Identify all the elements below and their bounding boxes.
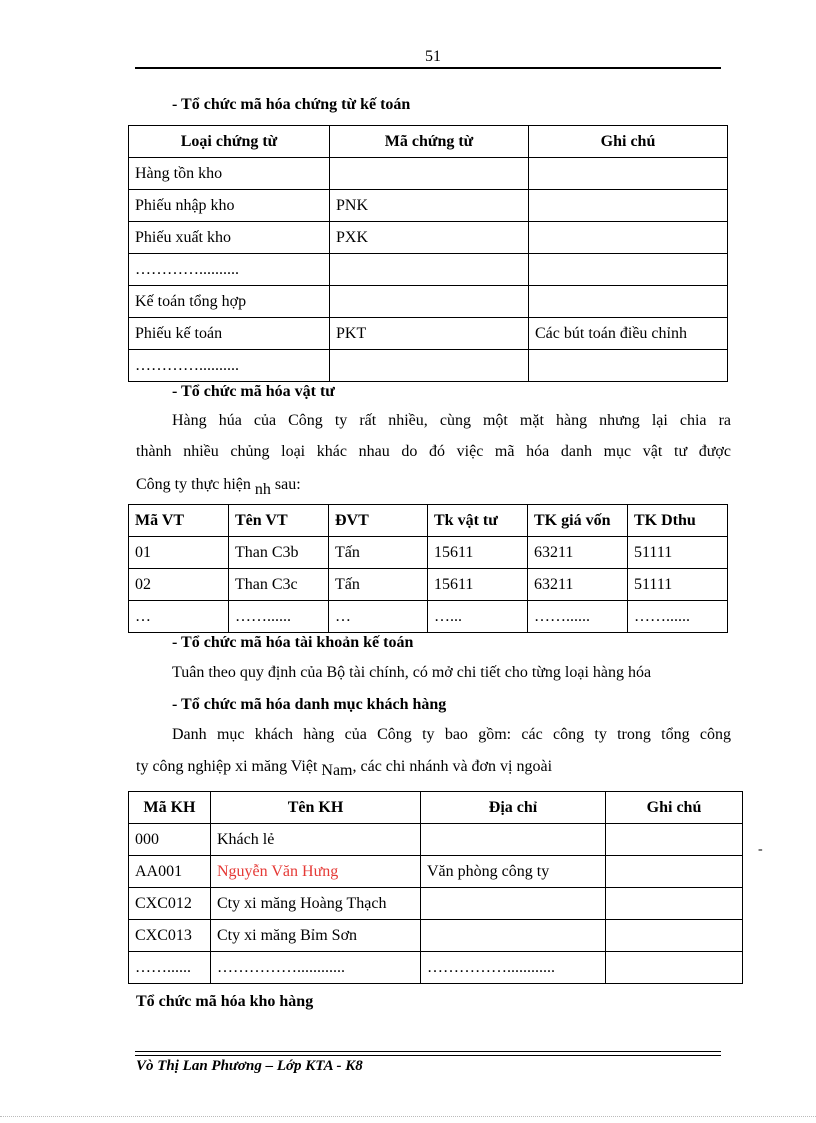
- table-cell: AA001: [129, 856, 211, 888]
- table-cell: Tấn: [329, 569, 428, 601]
- table-cell: ……………............: [211, 952, 421, 984]
- paragraph-line: thành nhiều chủng loại khác nhau do đó việc mã hóa danh mục vật tư được: [136, 443, 731, 460]
- table-cell: Tấn: [329, 537, 428, 569]
- table-cell: [529, 222, 728, 254]
- paragraph-text: Công ty thực hiện: [136, 476, 251, 493]
- column-header: Địa chỉ: [421, 792, 606, 824]
- page-bottom-border: [0, 1116, 816, 1117]
- paragraph-line: [136, 476, 301, 498]
- table-row: [129, 254, 728, 286]
- column-header: Ghi chú: [529, 126, 728, 158]
- table-cell: 000: [129, 824, 211, 856]
- table-cell: PXK: [330, 222, 529, 254]
- voucher-code-table: [128, 125, 728, 382]
- table-cell: Hàng tồn kho: [129, 158, 330, 190]
- table-cell: 51111: [628, 569, 728, 601]
- table-cell: …...: [428, 601, 528, 633]
- column-header: TK Dthu: [628, 505, 728, 537]
- table-cell: Khách lẻ: [211, 824, 421, 856]
- table-cell: Các bút toán điều chỉnh: [529, 318, 728, 350]
- column-header: Mã VT: [129, 505, 229, 537]
- paragraph-text: , các chi nhánh và đơn vị ngoài: [352, 758, 553, 775]
- table-cell: Kế toán tổng hợp: [129, 286, 330, 318]
- subscript-text: Nam: [321, 762, 353, 779]
- table-cell: Than C3b: [229, 537, 329, 569]
- table-cell: Phiếu xuất kho: [129, 222, 330, 254]
- page-number: 51: [425, 48, 441, 65]
- table-row: [129, 569, 728, 601]
- table-cell: Cty xi măng Hoàng Thạch: [211, 888, 421, 920]
- table-row: [129, 190, 728, 222]
- column-header: Mã chứng từ: [330, 126, 529, 158]
- table-cell: 15611: [428, 569, 528, 601]
- table-cell-highlighted: Nguyễn Văn Hưng: [211, 856, 421, 888]
- table-cell: Than C3c: [229, 569, 329, 601]
- table-cell: PNK: [330, 190, 529, 222]
- section-heading-accounts: - Tổ chức mã hóa tài khoản kế toán: [172, 634, 414, 651]
- table-row: [129, 888, 743, 920]
- table-cell: CXC012: [129, 888, 211, 920]
- table-cell: 01: [129, 537, 229, 569]
- table-cell: …………..........: [129, 254, 330, 286]
- table-cell: [330, 286, 529, 318]
- table-cell: 63211: [528, 569, 628, 601]
- table-row: [129, 920, 743, 952]
- section-heading-vouchers: - Tổ chức mã hóa chứng từ kế toán: [172, 96, 411, 113]
- table-row: [129, 537, 728, 569]
- table-header-row: [129, 505, 728, 537]
- column-header: TK giá vốn: [528, 505, 628, 537]
- table-row: [129, 286, 728, 318]
- table-cell: [421, 888, 606, 920]
- subscript-text: nh: [254, 481, 271, 498]
- table-cell: ……......: [628, 601, 728, 633]
- table-cell: [529, 190, 728, 222]
- table-cell: [529, 158, 728, 190]
- table-row: [129, 222, 728, 254]
- table-cell: 02: [129, 569, 229, 601]
- customer-code-table: [128, 791, 743, 984]
- table-cell: ……......: [129, 952, 211, 984]
- paragraph-text: sau:: [274, 476, 301, 493]
- section-heading-materials: - Tổ chức mã hóa vật tư: [172, 383, 335, 400]
- table-cell: [529, 286, 728, 318]
- paragraph-line: Tuân theo quy định của Bộ tài chính, có mở chi tiết cho từng loại hàng hóa: [172, 664, 652, 681]
- column-header: ĐVT: [329, 505, 428, 537]
- table-cell: [330, 350, 529, 382]
- paragraph-text: ty công nghiệp xi măng Việt: [136, 758, 318, 775]
- table-cell: [606, 824, 743, 856]
- table-cell: …………..........: [129, 350, 330, 382]
- table-cell: [606, 856, 743, 888]
- table-cell: ……......: [528, 601, 628, 633]
- footer-rule: [135, 1051, 721, 1052]
- table-row: [129, 856, 743, 888]
- table-cell: [330, 158, 529, 190]
- table-cell: [529, 350, 728, 382]
- table-row: [129, 318, 728, 350]
- paragraph-line: [136, 758, 553, 779]
- table-cell: ……………............: [421, 952, 606, 984]
- table-cell: Phiếu nhập kho: [129, 190, 330, 222]
- column-header: Tk vật tư: [428, 505, 528, 537]
- paragraph-line: Hàng húa của Công ty rất nhiều, cùng một mặt hàng nhưng lại chia ra: [172, 412, 731, 429]
- table-row: [129, 158, 728, 190]
- section-heading-customers: - Tổ chức mã hóa danh mục khách hàng: [172, 696, 447, 713]
- section-heading-warehouses: Tổ chức mã hóa kho hàng: [136, 993, 314, 1010]
- table-cell: Phiếu kế toán: [129, 318, 330, 350]
- table-cell: [606, 920, 743, 952]
- column-header: Mã KH: [129, 792, 211, 824]
- table-cell: Cty xi măng Bỉm Sơn: [211, 920, 421, 952]
- table-row: [129, 824, 743, 856]
- table-row: [129, 952, 743, 984]
- material-code-table: [128, 504, 728, 633]
- table-header-row: [129, 792, 743, 824]
- table-cell: Văn phòng công ty: [421, 856, 606, 888]
- paragraph-line: Danh mục khách hàng của Công ty bao gồm: các công ty trong tổng công: [172, 726, 731, 743]
- table-cell: [529, 254, 728, 286]
- header-rule: [135, 67, 721, 69]
- table-cell: [330, 254, 529, 286]
- table-cell: …: [329, 601, 428, 633]
- table-row: [129, 601, 728, 633]
- table-cell: [606, 952, 743, 984]
- table-cell: [606, 888, 743, 920]
- table-cell: ……......: [229, 601, 329, 633]
- table-cell: CXC013: [129, 920, 211, 952]
- table-cell: [421, 824, 606, 856]
- table-cell: 51111: [628, 537, 728, 569]
- column-header: Ghi chú: [606, 792, 743, 824]
- table-cell: PKT: [330, 318, 529, 350]
- column-header: Loại chứng từ: [129, 126, 330, 158]
- footer-rule: [135, 1055, 721, 1056]
- column-header: Tên VT: [229, 505, 329, 537]
- side-mark: -: [758, 842, 763, 857]
- column-header: Tên KH: [211, 792, 421, 824]
- table-cell: …: [129, 601, 229, 633]
- footer-author: Vò Thị Lan Phương – Lớp KTA - K8: [136, 1058, 363, 1074]
- table-cell: 15611: [428, 537, 528, 569]
- table-row: [129, 350, 728, 382]
- table-header-row: [129, 126, 728, 158]
- table-cell: [421, 920, 606, 952]
- table-cell: 63211: [528, 537, 628, 569]
